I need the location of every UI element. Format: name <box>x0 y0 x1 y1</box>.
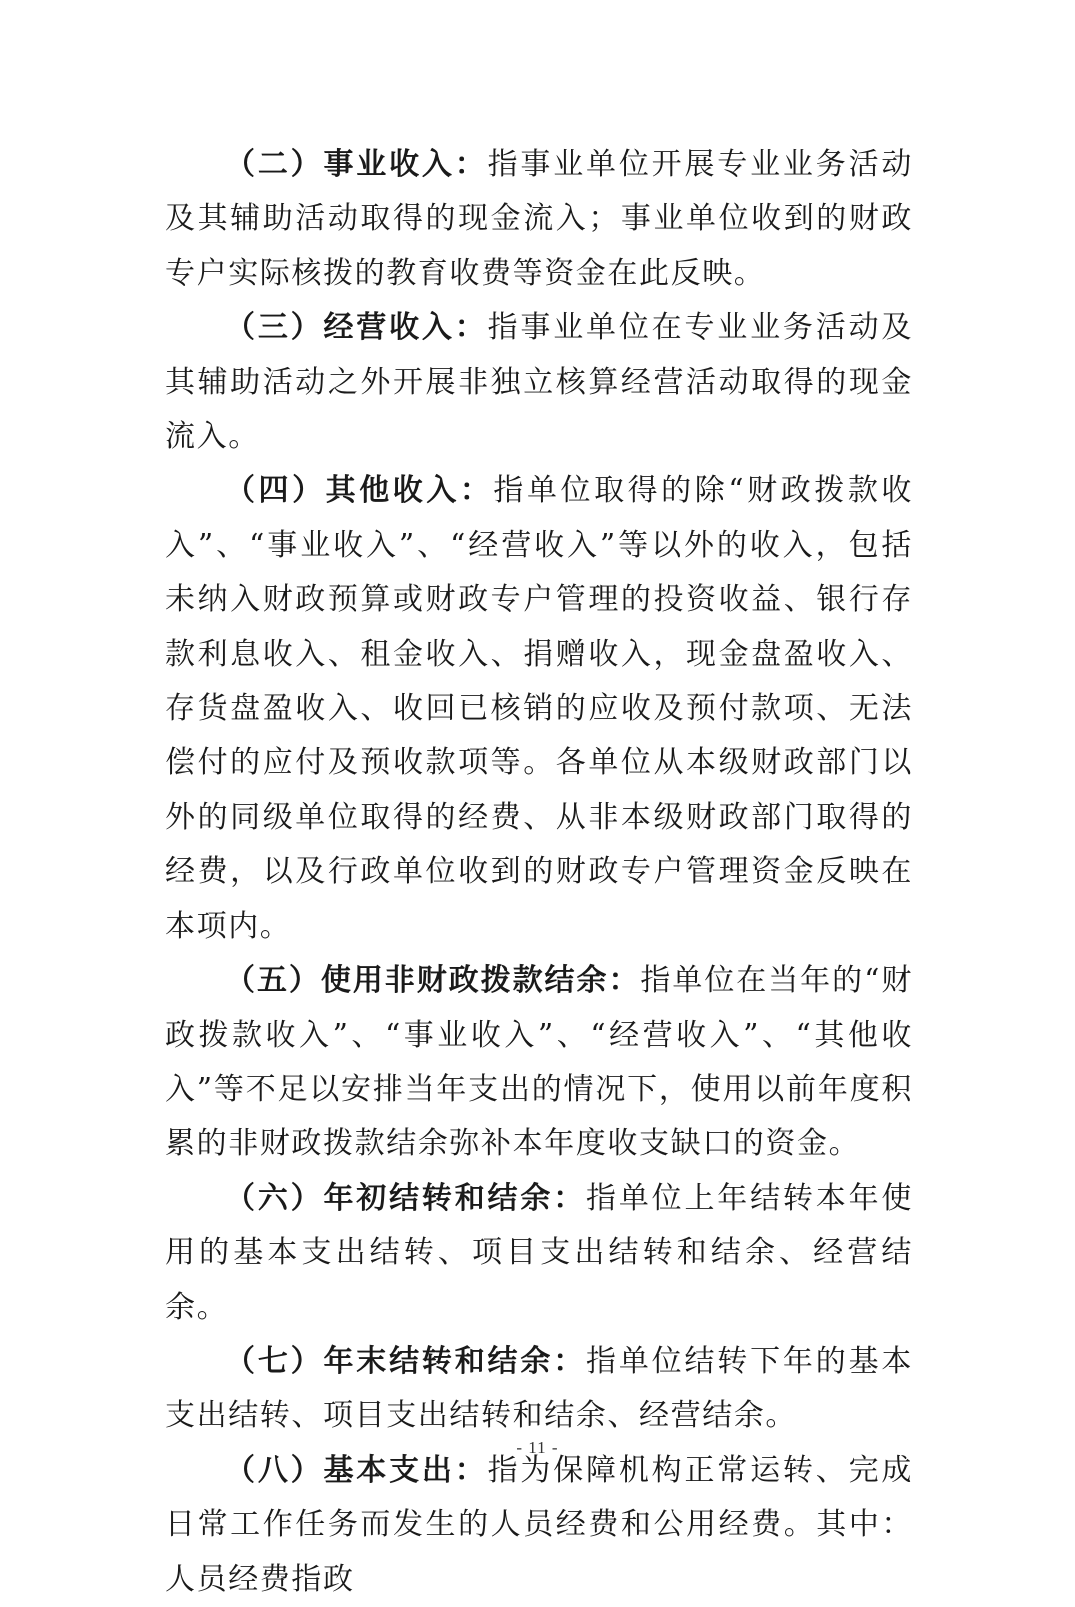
page-number: - 11 - <box>516 1438 559 1457</box>
paragraph-heading: （六）年初结转和结余： <box>225 1180 587 1216</box>
paragraph-closing-balance <box>165 1335 913 1444</box>
paragraph-heading: （五）使用非财政拨款结余： <box>225 963 641 999</box>
paragraph-opening-balance <box>165 1172 913 1335</box>
paragraph-heading: （三）经营收入： <box>225 310 488 346</box>
paragraph-other-income <box>165 464 913 954</box>
paragraph-business-income <box>165 138 913 301</box>
paragraph-body: 指事业单位在专业业务活动及其辅助活动之外开展非独立核算经营活动取得的现金流入。 <box>165 310 913 455</box>
paragraph-heading: （七）年末结转和结余： <box>225 1343 587 1379</box>
paragraph-non-fiscal-balance <box>165 954 913 1172</box>
paragraph-heading: （四）其他收入： <box>225 473 494 509</box>
paragraph-body: 指为保障机构正常运转、完成日常工作任务而发生的人员经费和公用经费。其中：人员经费指政 <box>165 1452 913 1597</box>
paragraph-operating-income <box>165 301 913 464</box>
paragraph-body: 指单位上年结转本年使用的基本支出结转、项目支出结转和结余、经营结余。 <box>165 1180 913 1325</box>
paragraph-body: 指单位在当年的“财政拨款收入”、“事业收入”、“经营收入”、“其他收入”等不足以安排当年支出的情况下，使用以前年度积累的非财政拨款结余弥补本年度收支缺口的资金。 <box>165 963 913 1162</box>
paragraph-body: 指事业单位开展专业业务活动及其辅助活动取得的现金流入；事业单位收到的财政专户实际核拨的教育收费等资金在此反映。 <box>165 147 913 291</box>
paragraph-body: 指单位取得的除“财政拨款收入”、“事业收入”、“经营收入”等以外的收入，包括未纳入财政预算或财政专户管理的投资收益、银行存款利息收入、租金收入、捐赠收入，现金盘盈收入、存货盘盈收入、收回已核销的应收及预付款项、无法偿付的应付及预收款项等。各单位从本级财政部门以外的同级单位取得的经费、从非本级财政部门取得的经费，以及行政单位收到的财政专户管理资金反映在本项内。 <box>165 473 913 944</box>
paragraph-heading: （八）基本支出： <box>225 1452 488 1488</box>
paragraph-basic-expenditure <box>165 1444 913 1607</box>
paragraph-heading: （二）事业收入： <box>225 147 488 182</box>
body-text <box>165 138 913 1607</box>
paragraph-body: 指单位结转下年的基本支出结转、项目支出结转和结余、经营结余。 <box>165 1343 913 1434</box>
